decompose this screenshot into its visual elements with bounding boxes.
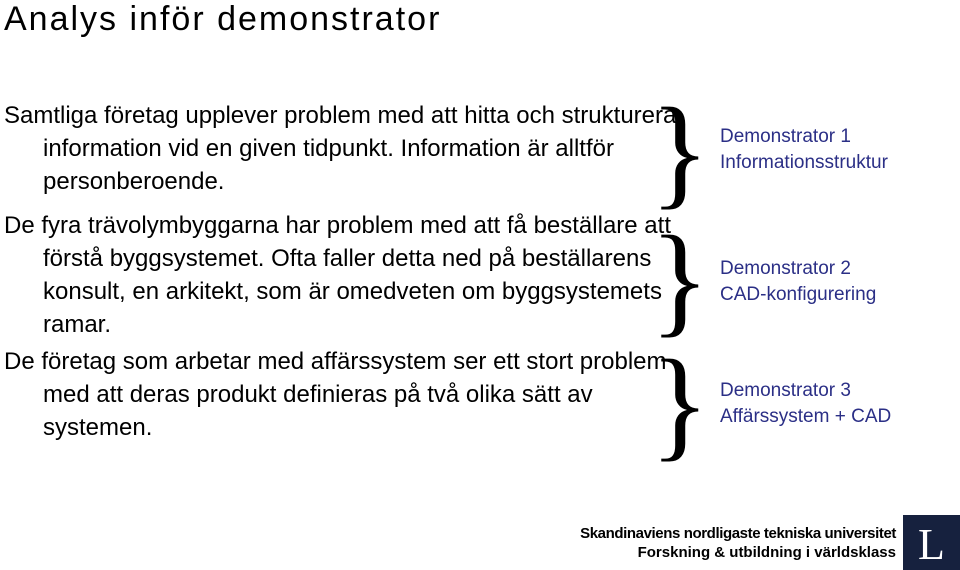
demonstrator-1	[720, 124, 888, 176]
demonstrator-3	[720, 378, 891, 430]
brace-1: }	[650, 83, 710, 220]
demonstrator-1-topic: Informationsstruktur	[720, 152, 888, 173]
demonstrator-3-topic: Affärssystem + CAD	[720, 406, 892, 427]
demonstrator-2-topic: CAD-konfigurering	[720, 284, 877, 305]
slide-title: Analys inför demonstrator	[4, 0, 442, 38]
brace-3: }	[650, 335, 710, 472]
footer-line-1: Skandinaviens nordligaste tekniska universitet	[580, 525, 896, 542]
demonstrator-2	[720, 256, 876, 308]
brace-2: }	[650, 211, 710, 348]
footer-line-2: Forskning & utbildning i världsklass	[637, 544, 896, 561]
demonstrator-1-name: Demonstrator 1	[720, 126, 851, 147]
svg-text:L: L	[918, 520, 945, 569]
ltu-logo-icon	[903, 515, 960, 570]
paragraph-3: De företag som arbetar med affärssystem ser ett stort problem med att deras produkt definieras på två olika sätt av systemen.	[4, 348, 667, 441]
ltu-logo-mark	[903, 515, 960, 570]
footer-tagline	[576, 524, 896, 562]
paragraph-1: Samtliga företag upplever problem med att hitta och strukturera information vid en given tidpunkt. Information är alltför personberoende.	[4, 102, 677, 195]
demonstrator-3-name: Demonstrator 3	[720, 380, 851, 401]
paragraph-2: De fyra trävolymbyggarna har problem med att få beställare att förstå byggsystemet. Ofta faller detta ned på beställarens konsult, en arkitekt, som är omedveten om byggsystemets ramar.	[4, 212, 671, 338]
demonstrator-2-name: Demonstrator 2	[720, 258, 851, 279]
